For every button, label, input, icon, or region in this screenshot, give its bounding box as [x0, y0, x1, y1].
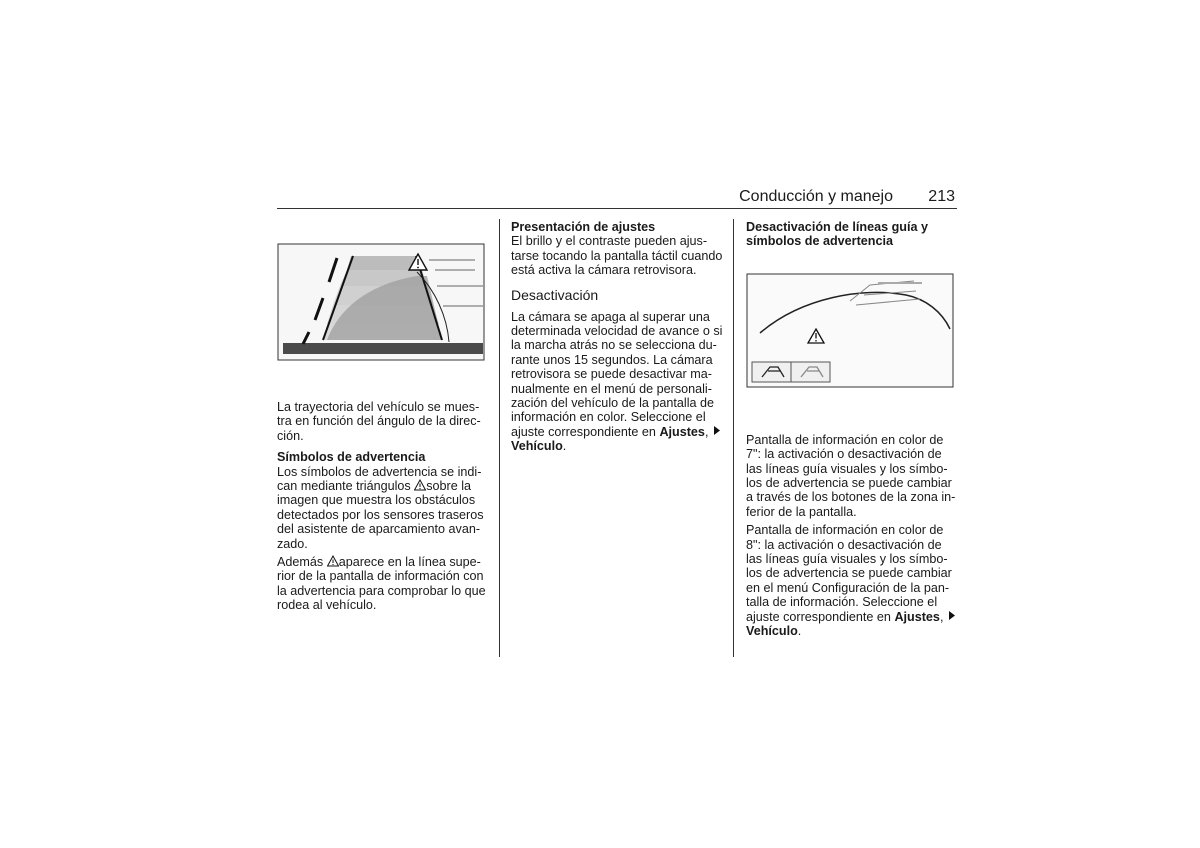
- paragraph-line: las líneas guía visuales y los símbo-: [746, 552, 948, 567]
- paragraph-line: ajuste correspondiente en Ajustes,: [511, 425, 726, 439]
- paragraph-text: aparece en la línea supe-: [338, 555, 481, 570]
- paragraph-line: rior de la pantalla de información con: [277, 569, 484, 584]
- paragraph-line: detectados por los sensores traseros: [277, 507, 484, 522]
- paragraph-line: imagen que muestra los obstáculos: [277, 493, 476, 508]
- menu-arrow-icon: [714, 426, 720, 435]
- paragraph-line: nualmente en el menú de personali-: [511, 381, 712, 396]
- paragraph-text: ajuste correspondiente en: [511, 424, 656, 439]
- paragraph-line: talla de información. Seleccione el: [746, 595, 938, 610]
- column-3: [746, 220, 958, 639]
- settings-heading: Presentación de ajustes: [511, 220, 656, 234]
- paragraph-line: [277, 555, 489, 569]
- paragraph-line: ferior de la pantalla.: [746, 504, 857, 519]
- menu-arrow-icon: [949, 611, 955, 620]
- paragraph-line: determinada velocidad de avance o si: [511, 324, 723, 339]
- paragraph-text: can mediante triángulos: [277, 479, 411, 494]
- column-2: [511, 220, 726, 454]
- warning-symbols-heading: Símbolos de advertencia: [277, 450, 426, 465]
- paragraph-line: en el menú Configuración de la pan-: [746, 580, 950, 595]
- column-1: [277, 220, 489, 613]
- menu-path-settings: Ajustes: [659, 424, 705, 439]
- deactivation-heading: Desactivación: [511, 286, 599, 303]
- paragraph-line: retrovisora se puede desactivar ma-: [511, 367, 712, 382]
- paragraph-line: a través de los botones de la zona in-: [746, 490, 956, 505]
- paragraph-line: los de advertencia se puede cambiar: [746, 566, 952, 581]
- paragraph-line: rodea al vehículo.: [277, 598, 377, 613]
- paragraph-line: información en color. Seleccione el: [511, 410, 706, 425]
- caption-line: tra en función del ángulo de la direc-: [277, 414, 481, 429]
- paragraph-line: [277, 479, 489, 493]
- paragraph-line: los de advertencia se puede cambiar: [746, 476, 952, 491]
- paragraph-line: zado.: [277, 536, 308, 551]
- paragraph-line: la advertencia para comprobar lo que: [277, 583, 486, 598]
- page-header: [277, 188, 957, 209]
- guidelines-heading-line: símbolos de advertencia: [746, 234, 893, 249]
- paragraph-line: la marcha atrás no se selecciona du-: [511, 338, 717, 353]
- paragraph-line: rante unos 15 segundos. La cámara: [511, 352, 713, 367]
- column-divider: [499, 219, 500, 657]
- paragraph-text: Además: [277, 555, 324, 570]
- warning-triangle-icon: [414, 479, 426, 491]
- paragraph-line: La cámara se apaga al superar una: [511, 309, 710, 324]
- paragraph-line: zación del vehículo de la pantalla de: [511, 396, 715, 411]
- section-title: Conducción y manejo: [739, 188, 893, 205]
- paragraph-line: las líneas guía visuales y los símbo-: [746, 461, 948, 476]
- paragraph-text: sobre la: [426, 479, 472, 494]
- menu-path-settings: Ajustes: [894, 609, 940, 624]
- paragraph-line: El brillo y el contraste pueden ajus-: [511, 234, 708, 249]
- paragraph-line: Vehículo.: [746, 624, 802, 639]
- paragraph-line: Vehículo.: [511, 439, 567, 454]
- page-number: 213: [928, 188, 955, 205]
- paragraph-line: está activa la cámara retrovisora.: [511, 263, 697, 278]
- menu-path-vehicle: Vehículo: [511, 439, 563, 454]
- paragraph-line: Pantalla de información en color de: [746, 432, 944, 447]
- paragraph-line: Pantalla de información en color de: [746, 523, 944, 538]
- warning-triangle-icon: [327, 555, 339, 567]
- column-divider: [733, 219, 734, 657]
- guidelines-display-figure: [746, 267, 958, 427]
- menu-path-vehicle: Vehículo: [746, 624, 798, 639]
- paragraph-line: tarse tocando la pantalla táctil cuando: [511, 248, 723, 263]
- paragraph-line: ajuste correspondiente en Ajustes,: [746, 610, 958, 624]
- caption-line: ción.: [277, 428, 304, 443]
- caption-line: La trayectoria del vehículo se mues-: [277, 400, 480, 414]
- paragraph-text: ajuste correspondiente en: [746, 609, 891, 624]
- paragraph-line: 7": la activación o desactivación de: [746, 447, 942, 462]
- paragraph-line: Los símbolos de advertencia se indi-: [277, 464, 482, 479]
- rear-camera-trajectory-figure: [277, 220, 489, 370]
- paragraph-line: del asistente de aparcamiento avan-: [277, 522, 481, 537]
- paragraph-line: 8": la activación o desactivación de: [746, 537, 942, 552]
- guidelines-heading-line: Desactivación de líneas guía y: [746, 220, 928, 234]
